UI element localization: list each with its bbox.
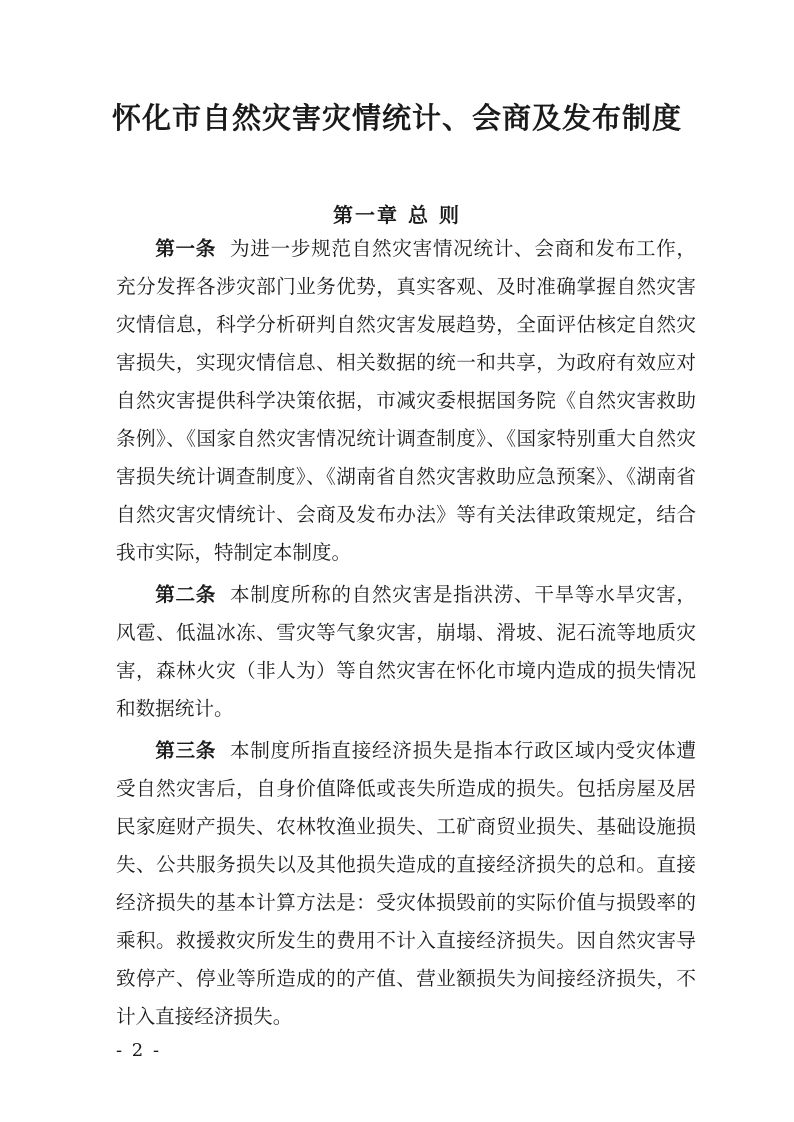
article-text: 为进一步规范自然灾害情况统计、会商和发布工作，充分发挥各涉灾部门业务优势，真实客观、及时准确掌握自然灾害灾情信息，科学分析研判自然灾害发展趋势，全面评估核定自然灾害损失，实现灾情信息、相关数据的统一和共享，为政府有效应对自然灾害提供科学决策依据，市减灾委根据国务院《自然灾害救助条例》、《国家自然灾害情况统计调查制度》、《国家特别重大自然灾害损失统计调查制度》、《湖南省自然灾害救助应急预案》、《湖南省自然灾害灾情统计、会商及发布办法》等有关法律政策规定，结合我市实际，特制定本制度。 <box>116 237 696 564</box>
article-number: 第一条 <box>155 237 217 260</box>
article-number: 第二条 <box>155 583 217 606</box>
document-body <box>116 230 696 1036</box>
article-text: 本制度所称的自然灾害是指洪涝、干旱等水旱灾害，风雹、低温冰冻、雪灾等气象灾害，崩塌、滑坡、泥石流等地质灾害，森林火灾（非人为）等自然灾害在怀化市境内造成的损失情况和数据统计。 <box>116 583 696 720</box>
page-number: - 2 - <box>116 1040 162 1061</box>
article-1 <box>116 230 696 572</box>
article-text: 本制度所指直接经济损失是指本行政区域内受灾体遭受自然灾害后，自身价值降低或丧失所造成的损失。包括房屋及居民家庭财产损失、农林牧渔业损失、工矿商贸业损失、基础设施损失、公共服务损失以及其他损失造成的直接经济损失的总和。直接经济损失的基本计算方法是：受灾体损毁前的实际价值与损毁率的乘积。救援救灾所发生的费用不计入直接经济损失。因自然灾害导致停产、停业等所造成的的产值、营业额损失为间接经济损失，不计入直接经济损失。 <box>116 739 696 1028</box>
article-number: 第三条 <box>155 739 217 762</box>
document-title: 怀化市自然灾害灾情统计、会商及发布制度 <box>111 101 682 135</box>
chapter-heading: 第一章 总 则 <box>333 203 461 227</box>
article-3 <box>116 732 696 1036</box>
article-2 <box>116 576 696 728</box>
